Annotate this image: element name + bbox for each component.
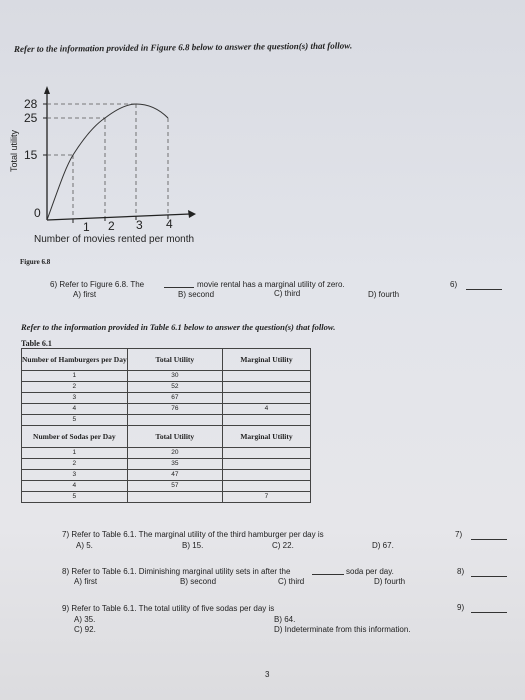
- table-cell: [222, 382, 310, 393]
- table-cell: [222, 393, 310, 404]
- header-hamburgers: Number of Hamburgers per Day: [22, 349, 128, 371]
- q7-option-d: D) 67.: [372, 541, 394, 550]
- table-cell: 5: [22, 492, 128, 503]
- table-cell: [222, 481, 310, 492]
- x-axis-arrow: [188, 210, 196, 218]
- table-cell: [222, 470, 310, 481]
- q9-number: 9): [457, 603, 465, 612]
- q8-option-b: B) second: [180, 577, 217, 586]
- table-cell: 3: [22, 393, 128, 404]
- header-marginal-utility-1: Marginal Utility: [222, 349, 310, 371]
- section2-rows: [22, 448, 311, 503]
- y-tick-0: 0: [34, 206, 41, 220]
- q9-prompt: 9) Refer to Table 6.1. The total utility of five sodas per day is: [62, 604, 275, 613]
- table-cell: [222, 459, 310, 470]
- q9-answer-line: [471, 612, 507, 613]
- figure-caption: Figure 6.8: [20, 258, 51, 266]
- q9-option-a: A) 35.: [74, 615, 96, 624]
- x-tick-1: 1: [83, 220, 90, 234]
- table-cell: 35: [127, 459, 222, 470]
- x-tick-2: 2: [108, 219, 115, 233]
- figure-6-8-chart: [0, 0, 525, 260]
- page-number: 3: [265, 670, 270, 679]
- table-cell: 20: [127, 448, 222, 459]
- table-cell: 52: [127, 382, 222, 393]
- section1-rows: [22, 371, 311, 426]
- y-axis-arrow: [44, 86, 50, 94]
- q7-option-a: A) 5.: [76, 541, 93, 550]
- table-cell: 1: [22, 371, 128, 382]
- q8-option-c: C) third: [278, 577, 305, 586]
- q7-number: 7): [455, 530, 463, 539]
- table-cell: 76: [127, 404, 222, 415]
- table-cell: 4: [22, 404, 128, 415]
- q7-answer-line: [471, 539, 507, 540]
- q8-number: 8): [457, 567, 465, 576]
- y-tick-25: 25: [24, 111, 38, 125]
- table-cell: [127, 492, 222, 503]
- table-instructions: Refer to the information provided in Table 6.1 below to answer the question(s) that follow.: [21, 322, 336, 332]
- q9-option-d: D) Indeterminate from this information.: [274, 625, 411, 634]
- q7-option-b: B) 15.: [182, 541, 204, 550]
- header-total-utility-1: Total Utility: [127, 349, 222, 371]
- q9-option-b: B) 64.: [274, 615, 296, 624]
- table-cell: [222, 415, 310, 426]
- q6-option-c: C) third: [274, 289, 301, 298]
- y-axis-label: Total utility: [9, 129, 19, 172]
- q7-option-c: C) 22.: [272, 541, 294, 550]
- header-marginal-utility-2: Marginal Utility: [222, 426, 310, 448]
- figure-instructions: Refer to the information provided in Figure 6.8 below to answer the question(s) that follow.: [13, 40, 353, 54]
- q8-prompt-end: soda per day.: [346, 567, 394, 576]
- table-6-1: [21, 348, 311, 503]
- q8-answer-line: [471, 576, 507, 577]
- table-cell: 1: [22, 448, 128, 459]
- table-cell: 7: [222, 492, 310, 503]
- x-tick-4: 4: [166, 217, 173, 231]
- header-total-utility-2: Total Utility: [127, 426, 222, 448]
- q6-prompt-start: 6) Refer to Figure 6.8. The: [50, 280, 145, 289]
- table-cell: [127, 415, 222, 426]
- table-cell: 67: [127, 393, 222, 404]
- table-cell: 3: [22, 470, 128, 481]
- total-utility-curve: [47, 104, 168, 220]
- table-caption: Table 6.1: [21, 339, 52, 348]
- q6-option-b: B) second: [178, 290, 215, 299]
- q6-prompt-end: movie rental has a marginal utility of zero.: [197, 280, 345, 289]
- header-sodas: Number of Sodas per Day: [22, 426, 128, 448]
- q9-option-c: C) 92.: [74, 625, 96, 634]
- table-cell: 47: [127, 470, 222, 481]
- q6-answer-blank-inline: [164, 287, 194, 288]
- q8-option-d: D) fourth: [374, 577, 406, 586]
- table-cell: 4: [22, 481, 128, 492]
- q6-number: 6): [450, 280, 458, 289]
- table-cell: 57: [127, 481, 222, 492]
- q6-option-d: D) fourth: [368, 290, 400, 299]
- q8-option-a: A) first: [74, 577, 98, 586]
- y-tick-28: 28: [24, 97, 38, 111]
- table-cell: 5: [22, 415, 128, 426]
- table-cell: [222, 371, 310, 382]
- y-tick-15: 15: [24, 148, 38, 162]
- q8-prompt-start: 8) Refer to Table 6.1. Diminishing marginal utility sets in after the: [62, 567, 291, 576]
- q7-prompt: 7) Refer to Table 6.1. The marginal utility of the third hamburger per day is: [62, 530, 324, 539]
- q6-answer-line: [466, 289, 502, 290]
- table-cell: 2: [22, 459, 128, 470]
- x-tick-3: 3: [136, 218, 143, 232]
- x-axis-label: Number of movies rented per month: [34, 234, 195, 245]
- q6-option-a: A) first: [73, 290, 97, 299]
- table-cell: 4: [222, 404, 310, 415]
- table-cell: [222, 448, 310, 459]
- q8-answer-blank-inline: [312, 574, 344, 575]
- table-cell: 2: [22, 382, 128, 393]
- table-cell: 30: [127, 371, 222, 382]
